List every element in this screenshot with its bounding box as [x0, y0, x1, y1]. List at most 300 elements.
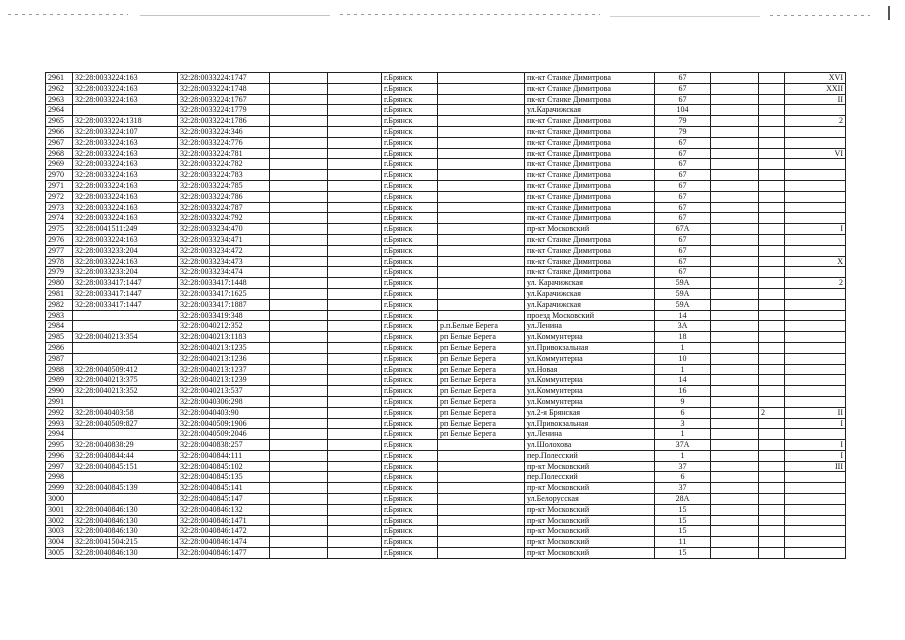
- table-row: [46, 461, 846, 472]
- settlement-cell: р.п.Белые Берега: [438, 321, 525, 332]
- empty-cell: [711, 234, 759, 245]
- premises-number-cell: I: [785, 440, 846, 451]
- settlement-cell: [438, 256, 525, 267]
- street-cell: ул.Белорусская: [525, 494, 655, 505]
- street-cell: ул.Карачижская: [525, 288, 655, 299]
- empty-cell: [328, 116, 382, 127]
- settlement-cell: [438, 126, 525, 137]
- house-number-cell: 67: [655, 267, 711, 278]
- settlement-cell: [438, 483, 525, 494]
- settlement-cell: [438, 213, 525, 224]
- street-cell: пк-кт Станке Димитрова: [525, 234, 655, 245]
- empty-cell: [270, 386, 328, 397]
- cadastral-room-cell: 32:28:0040213:1237: [178, 364, 270, 375]
- city-cell: г.Брянск: [382, 548, 438, 559]
- street-cell: пр-кт Московский: [525, 224, 655, 235]
- empty-cell: [711, 537, 759, 548]
- street-cell: пк-кт Станке Димитрова: [525, 202, 655, 213]
- row-number-cell: 2986: [46, 342, 73, 353]
- city-cell: г.Брянск: [382, 332, 438, 343]
- city-cell: г.Брянск: [382, 504, 438, 515]
- table-row: [46, 148, 846, 159]
- building-number-cell: [759, 256, 785, 267]
- empty-cell: [328, 537, 382, 548]
- street-cell: пк-кт Станке Димитрова: [525, 159, 655, 170]
- building-number-cell: [759, 353, 785, 364]
- table-row: [46, 83, 846, 94]
- empty-cell: [711, 170, 759, 181]
- empty-cell: [711, 256, 759, 267]
- row-number-cell: 2965: [46, 116, 73, 127]
- empty-cell: [711, 148, 759, 159]
- empty-cell: [711, 332, 759, 343]
- table-row: [46, 159, 846, 170]
- empty-cell: [270, 234, 328, 245]
- building-number-cell: [759, 126, 785, 137]
- cadastral-room-cell: 32:28:0033224:785: [178, 180, 270, 191]
- row-number-cell: 2962: [46, 83, 73, 94]
- empty-cell: [711, 267, 759, 278]
- city-cell: г.Брянск: [382, 461, 438, 472]
- empty-cell: [270, 418, 328, 429]
- street-cell: ул.Коммунтерна: [525, 375, 655, 386]
- house-number-cell: 14: [655, 375, 711, 386]
- city-cell: г.Брянск: [382, 429, 438, 440]
- cadastral-room-cell: 32:28:0040846:1474: [178, 537, 270, 548]
- settlement-cell: рп Белые Берега: [438, 386, 525, 397]
- cadastral-room-cell: 32:28:0033417:1625: [178, 288, 270, 299]
- city-cell: г.Брянск: [382, 267, 438, 278]
- empty-cell: [328, 234, 382, 245]
- empty-cell: [328, 278, 382, 289]
- row-number-cell: 2997: [46, 461, 73, 472]
- premises-number-cell: II: [785, 94, 846, 105]
- premises-number-cell: [785, 526, 846, 537]
- cadastral-room-cell: 32:28:0033224:1747: [178, 73, 270, 84]
- table-row: [46, 137, 846, 148]
- house-number-cell: 1: [655, 364, 711, 375]
- premises-number-cell: [785, 483, 846, 494]
- row-number-cell: 2985: [46, 332, 73, 343]
- cadastral-building-cell: 32:28:0041504:215: [73, 537, 178, 548]
- empty-cell: [328, 73, 382, 84]
- empty-cell: [711, 245, 759, 256]
- settlement-cell: [438, 202, 525, 213]
- premises-number-cell: [785, 396, 846, 407]
- settlement-cell: [438, 94, 525, 105]
- empty-cell: [270, 483, 328, 494]
- empty-cell: [270, 515, 328, 526]
- empty-cell: [270, 375, 328, 386]
- empty-cell: [270, 73, 328, 84]
- scan-artifact-line: [340, 14, 600, 15]
- house-number-cell: 15: [655, 504, 711, 515]
- city-cell: г.Брянск: [382, 148, 438, 159]
- cadastral-room-cell: 32:28:0040845:102: [178, 461, 270, 472]
- table-row: [46, 407, 846, 418]
- empty-cell: [328, 494, 382, 505]
- settlement-cell: [438, 472, 525, 483]
- premises-number-cell: I: [785, 418, 846, 429]
- empty-cell: [270, 191, 328, 202]
- street-cell: пер.Полесский: [525, 472, 655, 483]
- scan-artifact-line: [140, 15, 330, 16]
- cadastral-building-cell: 32:28:0040845:151: [73, 461, 178, 472]
- empty-cell: [711, 105, 759, 116]
- settlement-cell: [438, 504, 525, 515]
- empty-cell: [711, 137, 759, 148]
- premises-number-cell: [785, 267, 846, 278]
- cadastral-building-cell: 32:28:0033224:163: [73, 148, 178, 159]
- city-cell: г.Брянск: [382, 353, 438, 364]
- premises-number-cell: [785, 515, 846, 526]
- house-number-cell: 67: [655, 234, 711, 245]
- building-number-cell: [759, 73, 785, 84]
- building-number-cell: [759, 364, 785, 375]
- cadastral-room-cell: 32:28:0040845:147: [178, 494, 270, 505]
- cadastral-building-cell: 32:28:0040844:44: [73, 450, 178, 461]
- cadastral-room-cell: 32:28:0033224:1767: [178, 94, 270, 105]
- street-cell: пр-кт Московский: [525, 548, 655, 559]
- cadastral-building-cell: [73, 353, 178, 364]
- empty-cell: [711, 440, 759, 451]
- row-number-cell: 2998: [46, 472, 73, 483]
- house-number-cell: 79: [655, 126, 711, 137]
- cadastral-building-cell: 32:28:0033224:1318: [73, 116, 178, 127]
- row-number-cell: 2980: [46, 278, 73, 289]
- cadastral-building-cell: 32:28:0033417:1447: [73, 299, 178, 310]
- city-cell: г.Брянск: [382, 224, 438, 235]
- empty-cell: [711, 288, 759, 299]
- settlement-cell: рп Белые Берега: [438, 353, 525, 364]
- cadastral-room-cell: 32:28:0033224:783: [178, 170, 270, 181]
- empty-cell: [270, 202, 328, 213]
- empty-cell: [270, 364, 328, 375]
- city-cell: г.Брянск: [382, 342, 438, 353]
- empty-cell: [328, 299, 382, 310]
- building-number-cell: [759, 278, 785, 289]
- cadastral-room-cell: 32:28:0040846:1471: [178, 515, 270, 526]
- house-number-cell: 67: [655, 148, 711, 159]
- cadastral-room-cell: 32:28:0033224:781: [178, 148, 270, 159]
- settlement-cell: [438, 170, 525, 181]
- street-cell: пк-кт Станке Димитрова: [525, 267, 655, 278]
- empty-cell: [270, 116, 328, 127]
- scan-edge-mark: [888, 6, 890, 20]
- empty-cell: [270, 353, 328, 364]
- empty-cell: [711, 429, 759, 440]
- building-number-cell: [759, 429, 785, 440]
- row-number-cell: 2964: [46, 105, 73, 116]
- table-row: [46, 494, 846, 505]
- cadastral-room-cell: 32:28:0033224:776: [178, 137, 270, 148]
- house-number-cell: 3А: [655, 321, 711, 332]
- empty-cell: [328, 202, 382, 213]
- settlement-cell: рп Белые Берега: [438, 407, 525, 418]
- empty-cell: [328, 342, 382, 353]
- settlement-cell: [438, 234, 525, 245]
- scan-artifact-line: [8, 14, 128, 15]
- empty-cell: [270, 440, 328, 451]
- premises-number-cell: XVI: [785, 73, 846, 84]
- table-row: [46, 126, 846, 137]
- premises-number-cell: [785, 332, 846, 343]
- empty-cell: [328, 137, 382, 148]
- empty-cell: [711, 73, 759, 84]
- city-cell: г.Брянск: [382, 126, 438, 137]
- city-cell: г.Брянск: [382, 515, 438, 526]
- city-cell: г.Брянск: [382, 256, 438, 267]
- empty-cell: [711, 450, 759, 461]
- city-cell: г.Брянск: [382, 450, 438, 461]
- settlement-cell: [438, 548, 525, 559]
- empty-cell: [270, 245, 328, 256]
- building-number-cell: [759, 159, 785, 170]
- row-number-cell: 2979: [46, 267, 73, 278]
- empty-cell: [328, 386, 382, 397]
- cadastral-building-cell: [73, 494, 178, 505]
- empty-cell: [328, 321, 382, 332]
- premises-number-cell: VI: [785, 148, 846, 159]
- city-cell: г.Брянск: [382, 234, 438, 245]
- settlement-cell: рп Белые Берега: [438, 375, 525, 386]
- premises-number-cell: [785, 386, 846, 397]
- premises-number-cell: 2: [785, 278, 846, 289]
- empty-cell: [328, 461, 382, 472]
- row-number-cell: 2993: [46, 418, 73, 429]
- cadastral-building-cell: 32:28:0033224:163: [73, 180, 178, 191]
- premises-number-cell: [785, 126, 846, 137]
- settlement-cell: [438, 73, 525, 84]
- row-number-cell: 3004: [46, 537, 73, 548]
- street-cell: пк-кт Станке Димитрова: [525, 180, 655, 191]
- empty-cell: [270, 159, 328, 170]
- empty-cell: [711, 396, 759, 407]
- row-number-cell: 2995: [46, 440, 73, 451]
- empty-cell: [270, 148, 328, 159]
- cadastral-building-cell: [73, 342, 178, 353]
- table-row: [46, 234, 846, 245]
- premises-number-cell: [785, 353, 846, 364]
- building-number-cell: [759, 83, 785, 94]
- scan-artifact-band: [0, 0, 905, 40]
- row-number-cell: 2999: [46, 483, 73, 494]
- house-number-cell: 67: [655, 94, 711, 105]
- cadastral-room-cell: 32:28:0033417:1448: [178, 278, 270, 289]
- row-number-cell: 2991: [46, 396, 73, 407]
- empty-cell: [328, 332, 382, 343]
- premises-number-cell: [785, 548, 846, 559]
- table-row: [46, 396, 846, 407]
- city-cell: г.Брянск: [382, 537, 438, 548]
- city-cell: г.Брянск: [382, 83, 438, 94]
- settlement-cell: [438, 526, 525, 537]
- cadastral-building-cell: [73, 429, 178, 440]
- house-number-cell: 15: [655, 548, 711, 559]
- empty-cell: [270, 94, 328, 105]
- premises-number-cell: [785, 245, 846, 256]
- table-row: [46, 191, 846, 202]
- empty-cell: [270, 213, 328, 224]
- premises-number-cell: [785, 159, 846, 170]
- row-number-cell: 2968: [46, 148, 73, 159]
- settlement-cell: [438, 267, 525, 278]
- cadastral-building-cell: [73, 396, 178, 407]
- house-number-cell: 37: [655, 461, 711, 472]
- street-cell: пр-кт Московский: [525, 483, 655, 494]
- city-cell: г.Брянск: [382, 321, 438, 332]
- table-row: [46, 94, 846, 105]
- street-cell: пк-кт Станке Димитрова: [525, 170, 655, 181]
- empty-cell: [711, 321, 759, 332]
- empty-cell: [711, 483, 759, 494]
- house-number-cell: 59А: [655, 288, 711, 299]
- house-number-cell: 104: [655, 105, 711, 116]
- cadastral-room-cell: 32:28:0040845:141: [178, 483, 270, 494]
- city-cell: г.Брянск: [382, 180, 438, 191]
- empty-cell: [328, 148, 382, 159]
- cadastral-building-cell: 32:28:0033417:1447: [73, 278, 178, 289]
- empty-cell: [711, 213, 759, 224]
- house-number-cell: 11: [655, 537, 711, 548]
- empty-cell: [328, 288, 382, 299]
- building-number-cell: [759, 267, 785, 278]
- empty-cell: [270, 450, 328, 461]
- empty-cell: [711, 94, 759, 105]
- building-number-cell: 2: [759, 407, 785, 418]
- building-number-cell: [759, 461, 785, 472]
- empty-cell: [711, 548, 759, 559]
- settlement-cell: рп Белые Берега: [438, 364, 525, 375]
- row-number-cell: 2994: [46, 429, 73, 440]
- city-cell: г.Брянск: [382, 407, 438, 418]
- empty-cell: [328, 126, 382, 137]
- city-cell: г.Брянск: [382, 440, 438, 451]
- empty-cell: [270, 548, 328, 559]
- cadastral-room-cell: 32:28:0040846:1472: [178, 526, 270, 537]
- row-number-cell: 3000: [46, 494, 73, 505]
- table-row: [46, 245, 846, 256]
- premises-number-cell: [785, 137, 846, 148]
- cadastral-building-cell: 32:28:0033224:163: [73, 94, 178, 105]
- building-number-cell: [759, 396, 785, 407]
- building-number-cell: [759, 386, 785, 397]
- premises-number-cell: [785, 105, 846, 116]
- building-number-cell: [759, 515, 785, 526]
- premises-number-cell: 2: [785, 116, 846, 127]
- empty-cell: [270, 256, 328, 267]
- house-number-cell: 18: [655, 332, 711, 343]
- empty-cell: [328, 180, 382, 191]
- house-number-cell: 67: [655, 159, 711, 170]
- settlement-cell: [438, 288, 525, 299]
- empty-cell: [711, 299, 759, 310]
- street-cell: ул.Ленина: [525, 429, 655, 440]
- empty-cell: [711, 353, 759, 364]
- city-cell: г.Брянск: [382, 472, 438, 483]
- empty-cell: [711, 180, 759, 191]
- row-number-cell: 2967: [46, 137, 73, 148]
- scan-artifact-line: [610, 16, 760, 17]
- row-number-cell: 2981: [46, 288, 73, 299]
- city-cell: г.Брянск: [382, 213, 438, 224]
- premises-number-cell: [785, 537, 846, 548]
- premises-number-cell: [785, 472, 846, 483]
- table-row: [46, 429, 846, 440]
- cadastral-room-cell: 32:28:0033224:782: [178, 159, 270, 170]
- street-cell: ул.Привокзальная: [525, 418, 655, 429]
- house-number-cell: 59А: [655, 278, 711, 289]
- empty-cell: [711, 504, 759, 515]
- street-cell: пк-кт Станке Димитрова: [525, 83, 655, 94]
- house-number-cell: 67: [655, 202, 711, 213]
- empty-cell: [328, 159, 382, 170]
- cadastral-building-cell: [73, 321, 178, 332]
- building-number-cell: [759, 321, 785, 332]
- table-row: [46, 375, 846, 386]
- settlement-cell: [438, 116, 525, 127]
- table-row: [46, 180, 846, 191]
- building-number-cell: [759, 483, 785, 494]
- street-cell: ул.Коммунтерна: [525, 332, 655, 343]
- row-number-cell: 2987: [46, 353, 73, 364]
- table-row: [46, 526, 846, 537]
- building-number-cell: [759, 137, 785, 148]
- city-cell: г.Брянск: [382, 526, 438, 537]
- table-row: [46, 73, 846, 84]
- row-number-cell: 2992: [46, 407, 73, 418]
- cadastral-building-cell: [73, 310, 178, 321]
- building-number-cell: [759, 548, 785, 559]
- city-cell: г.Брянск: [382, 396, 438, 407]
- empty-cell: [711, 461, 759, 472]
- building-number-cell: [759, 537, 785, 548]
- table-row: [46, 483, 846, 494]
- empty-cell: [711, 83, 759, 94]
- cadastral-building-cell: 32:28:0033233:204: [73, 245, 178, 256]
- table-row: [46, 515, 846, 526]
- cadastral-room-cell: 32:28:0040306:298: [178, 396, 270, 407]
- registry-table: [45, 72, 846, 559]
- cadastral-building-cell: 32:28:0033224:163: [73, 73, 178, 84]
- empty-cell: [328, 429, 382, 440]
- building-number-cell: [759, 170, 785, 181]
- registry-body: [46, 73, 846, 559]
- street-cell: пр-кт Московский: [525, 515, 655, 526]
- house-number-cell: 9: [655, 396, 711, 407]
- row-number-cell: 2976: [46, 234, 73, 245]
- table-row: [46, 105, 846, 116]
- house-number-cell: 59А: [655, 299, 711, 310]
- row-number-cell: 2970: [46, 170, 73, 181]
- building-number-cell: [759, 299, 785, 310]
- cadastral-room-cell: 32:28:0040845:135: [178, 472, 270, 483]
- empty-cell: [711, 515, 759, 526]
- empty-cell: [328, 213, 382, 224]
- settlement-cell: [438, 278, 525, 289]
- empty-cell: [328, 94, 382, 105]
- building-number-cell: [759, 332, 785, 343]
- empty-cell: [711, 342, 759, 353]
- house-number-cell: 1: [655, 342, 711, 353]
- building-number-cell: [759, 245, 785, 256]
- city-cell: г.Брянск: [382, 483, 438, 494]
- table-row: [46, 537, 846, 548]
- settlement-cell: [438, 537, 525, 548]
- row-number-cell: 2966: [46, 126, 73, 137]
- empty-cell: [328, 310, 382, 321]
- row-number-cell: 2975: [46, 224, 73, 235]
